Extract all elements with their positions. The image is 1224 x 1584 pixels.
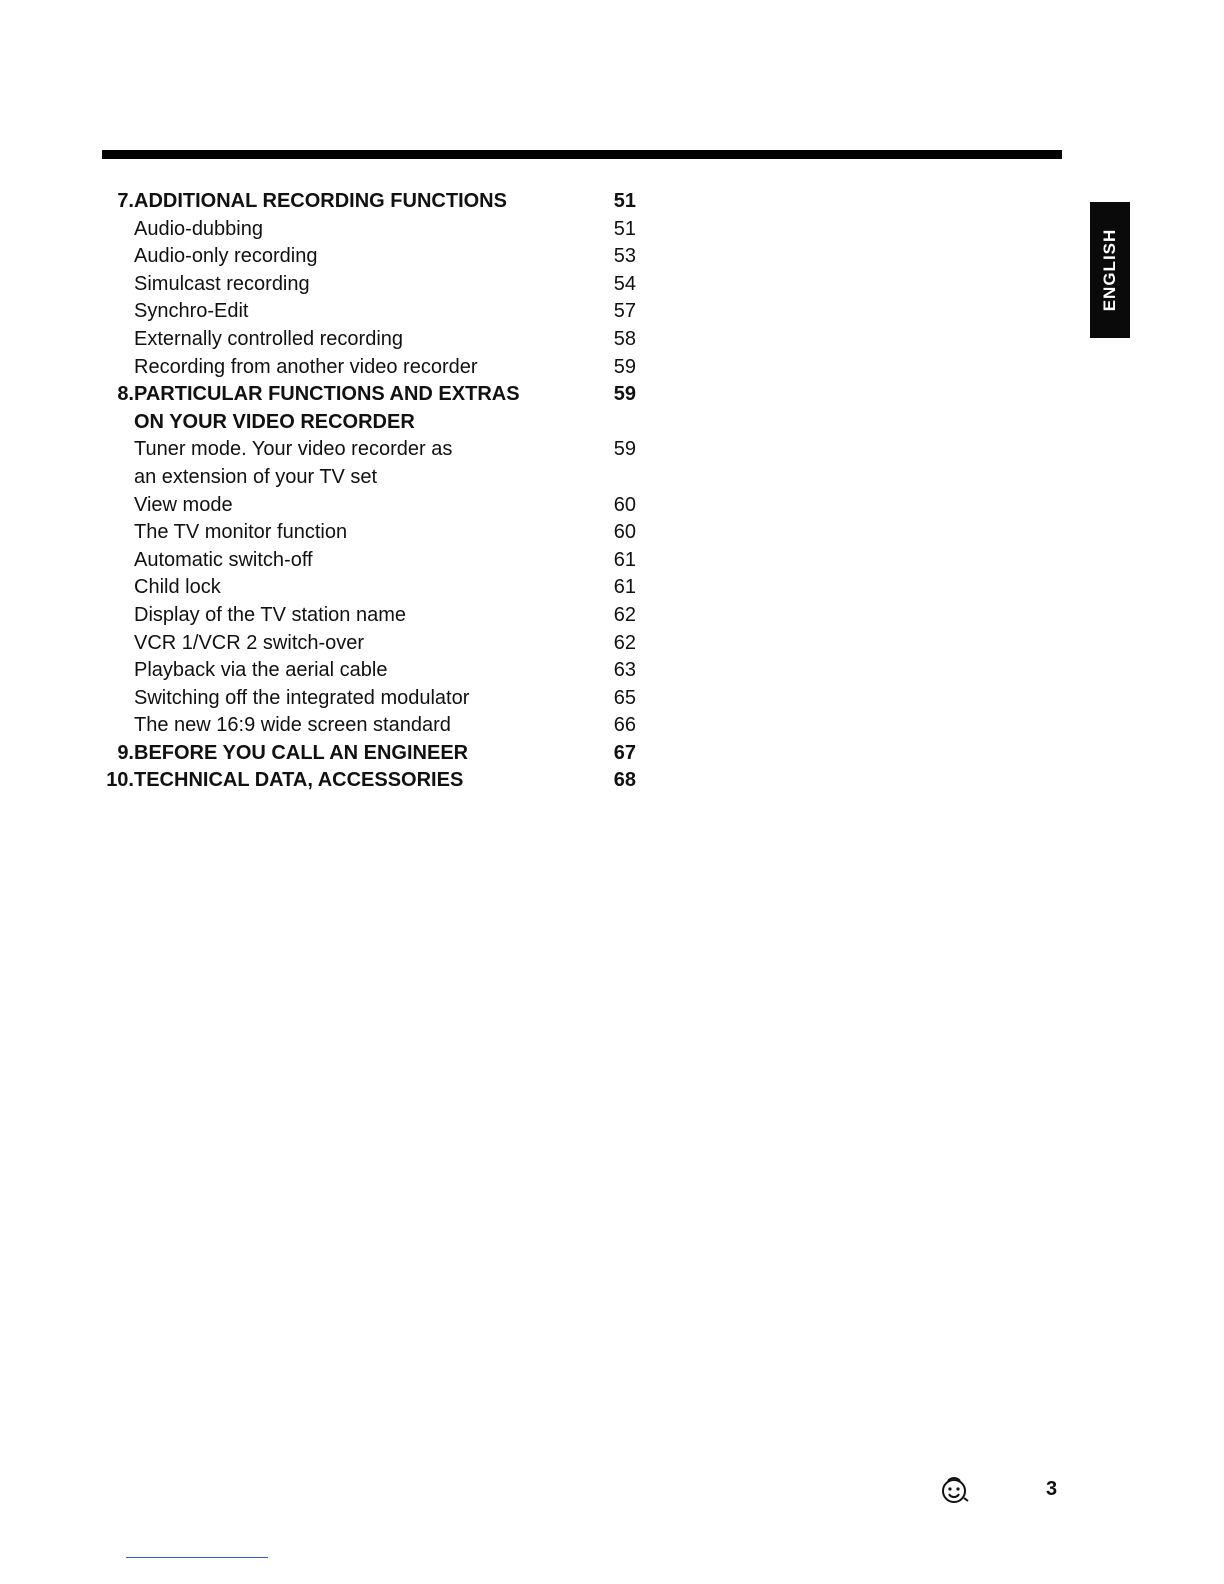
page-number: 3 xyxy=(1046,1478,1058,1500)
toc-entry-title: Audio-dubbing xyxy=(134,217,263,240)
toc-entry-number: 10. xyxy=(106,769,134,792)
toc-entry-number: 7. xyxy=(117,190,134,212)
toc-entry xyxy=(100,381,660,409)
toc-entry xyxy=(100,492,660,520)
toc-entry-title: Synchro-Edit xyxy=(134,300,249,323)
toc-entry-page: 53 xyxy=(613,245,636,268)
toc-entry-title: Audio-only recording xyxy=(134,245,318,268)
toc-entry xyxy=(100,685,660,713)
toc-entry-page: 66 xyxy=(613,714,636,737)
toc-entry-title: Switching off the integrated modulator xyxy=(134,686,470,709)
toc-entry-page: 58 xyxy=(613,327,636,350)
toc-entry-title: Simulcast recording xyxy=(134,272,310,295)
toc-entry-title: Automatic switch-off xyxy=(134,548,313,571)
toc-entry-title: The TV monitor function xyxy=(134,521,348,544)
toc-entry-page: 60 xyxy=(613,493,636,516)
smiley-face-icon xyxy=(938,1474,970,1506)
toc-entry-title: Playback via the aerial cable xyxy=(134,659,388,682)
toc-entry-title: Externally controlled recording xyxy=(134,327,404,350)
toc-entry-title: an extension of your TV set xyxy=(134,465,378,488)
toc-entry xyxy=(100,326,660,354)
toc-entry-page: 54 xyxy=(613,272,636,295)
toc-entry-number: 8. xyxy=(117,383,134,406)
toc-entry xyxy=(100,630,660,658)
toc-entry xyxy=(100,657,660,685)
toc-entry-page: 61 xyxy=(613,548,636,571)
toc-entry xyxy=(100,243,660,271)
toc-entry-number: 9. xyxy=(117,741,134,764)
toc-entry-page: 61 xyxy=(613,576,636,599)
toc-entry xyxy=(100,740,660,768)
toc-entry-page: 59 xyxy=(613,383,636,406)
toc-entry-page: 63 xyxy=(613,659,636,682)
toc-entry-page: 60 xyxy=(613,521,636,544)
toc-entry xyxy=(100,712,660,740)
toc-entry-title: ON YOUR VIDEO RECORDER xyxy=(134,410,415,433)
toc-entry-title: PARTICULAR FUNCTIONS AND EXTRAS xyxy=(134,383,520,406)
toc-entry-title: ADDITIONAL RECORDING FUNCTIONS xyxy=(134,190,507,212)
toc-entry-page: 65 xyxy=(613,686,636,709)
toc-entry-page: 62 xyxy=(613,603,636,626)
toc-entry-title: VCR 1/VCR 2 switch-over xyxy=(134,631,365,654)
language-tab xyxy=(1090,202,1130,338)
toc-entry-title: BEFORE YOU CALL AN ENGINEER xyxy=(134,741,469,764)
toc-entry-title: View mode xyxy=(134,493,233,516)
toc-entry-title: Child lock xyxy=(134,576,221,599)
toc-entry-page: 57 xyxy=(613,300,636,323)
table-of-contents xyxy=(100,188,660,795)
toc-entry xyxy=(100,547,660,575)
top-rule xyxy=(102,150,1062,159)
toc-entry-title: The new 16:9 wide screen standard xyxy=(134,714,451,737)
toc-entry-page: 51 xyxy=(613,217,636,240)
toc-entry-page: 67 xyxy=(613,741,636,764)
toc-entry-title: TECHNICAL DATA, ACCESSORIES xyxy=(134,769,464,792)
toc-entry-title: Tuner mode. Your video recorder as xyxy=(134,438,453,461)
toc-entry-page: 59 xyxy=(613,355,636,378)
toc-entry xyxy=(100,271,660,299)
toc-entry xyxy=(100,464,660,492)
toc-entry xyxy=(100,767,660,795)
toc-entry xyxy=(100,188,660,216)
toc-entry xyxy=(100,602,660,630)
toc-entry xyxy=(100,436,660,464)
toc-entry xyxy=(100,409,660,437)
toc-entry-page: 59 xyxy=(613,438,636,461)
toc-entry-page: 68 xyxy=(613,769,636,792)
toc-entry-page: 62 xyxy=(613,631,636,654)
toc-entry xyxy=(100,519,660,547)
toc-entry-title: Recording from another video recorder xyxy=(134,355,478,378)
toc-entry-title: Display of the TV station name xyxy=(134,603,406,626)
language-tab-label: ENGLISH xyxy=(1100,228,1119,312)
toc-entry xyxy=(100,298,660,326)
toc-entry xyxy=(100,354,660,382)
toc-entry xyxy=(100,216,660,244)
toc-entry-page: 51 xyxy=(613,190,636,212)
bottom-rule xyxy=(126,1557,268,1558)
toc-entry xyxy=(100,574,660,602)
